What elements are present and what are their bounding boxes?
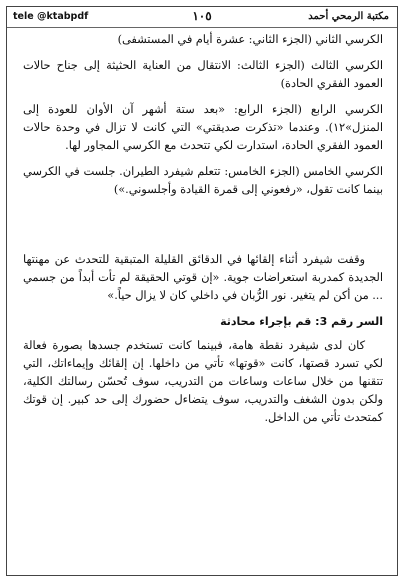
paragraph-shepherd-stood: وقفت شيفرد أثناء إلقائها في الدقائق القليلة المتبقية للتحدث عن مهنتها الجديدة كمدربة استعراضات جوية. «إن قوتي الحقيقة لم تأت أبداً من جسمي ... من أكن لم يتغير. نور الرُّبان في داخلي كان لا يزال حياً.» [23,253,383,302]
paragraph-chair-4: الكرسي الرابع (الجزء الرابع: «بعد ستة أشهر آن الأوان للعودة إلى المنزل»١٢). وعندما «تذكرت صديقتي» التي كانت لا تزال في وحدة حالات العمود الفقري الحادة، استدارت لكي تتحدث مع الكرسي المجاور لها. [23,103,383,152]
paragraph-conclusion: كان لدى شيفرد نقطة هامة، فبينما كانت تستخدم جسدها بصورة فعالة لكي تسرد قصتها، كانت «قوتها» تأتي من داخلها. إن إلقائك وإيماءاتك، التي تتقنها من خلال ساعات وساعات من التدريب، سوف تُحسّن رسالتك الكلية، ولكن بدون الشغف والتدريب، سوف يتضاءل حضورك إلى حد كبير. إن قوتك كمتحدث تأتي من الداخل. [23,339,383,424]
paragraph-chair-2: الكرسي الثاني (الجزء الثاني: عشرة أيام في المستشفى) [117,33,383,46]
section-title: السر رقم 3: قم بإجراء محادثة [220,315,383,328]
paragraph-chair-3: الكرسي الثالث (الجزء الثالث: الانتقال من العناية الحثيثة إلى جناح حالات العمود الفقري الحادة) [23,59,383,90]
page-number: ١٠٥ [192,9,212,23]
page-header [7,7,397,28]
paragraph-chair-5: الكرسي الخامس (الجزء الخامس: تتعلم شيفرد الطيران. جلست في الكرسي بينما كانت تقول، «رفعوني إلى قمرة القيادة وأجلسوني.») [23,165,383,196]
library-name: مكتبة الرمحي أحمد [308,11,389,22]
page-content [23,31,383,435]
spacer [23,207,383,251]
channel-handle: tele @ktabpdf [13,11,89,22]
book-page [6,6,398,576]
